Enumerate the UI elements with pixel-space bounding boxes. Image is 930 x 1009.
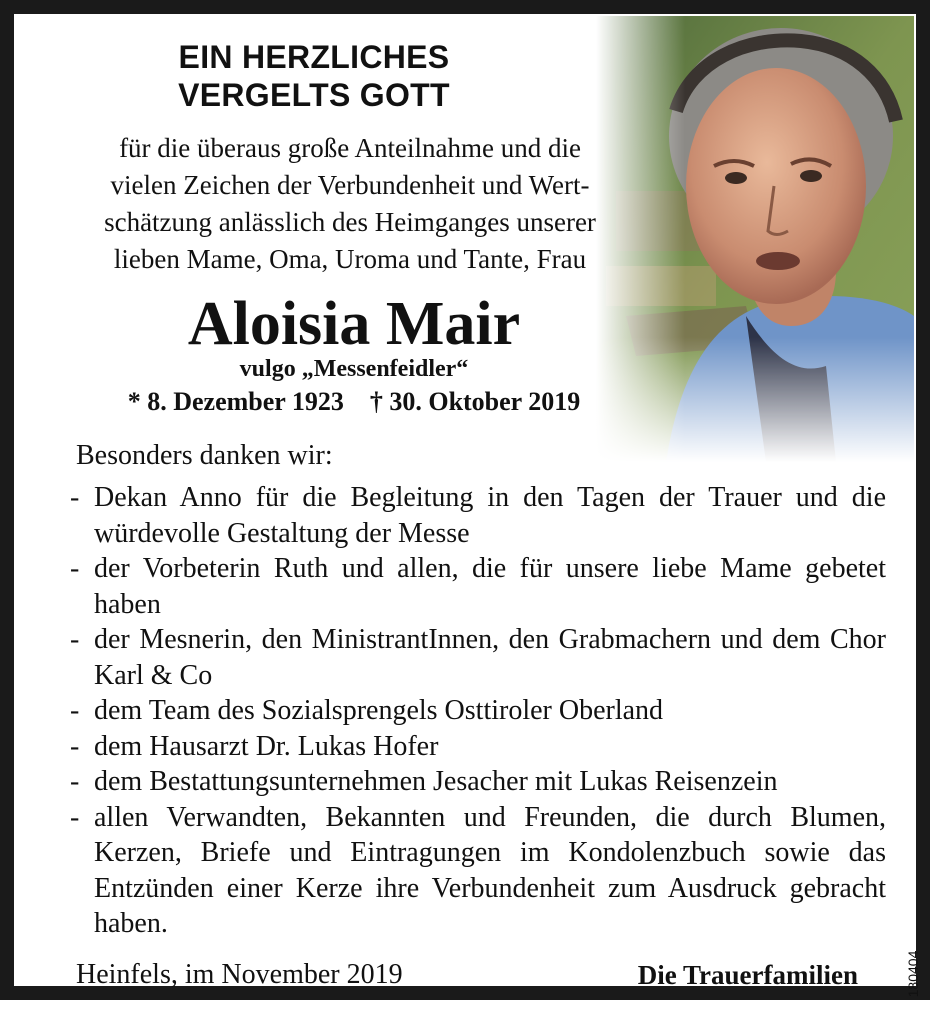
signature: Die Trauerfamilien (637, 960, 858, 990)
thanks-item (70, 800, 886, 942)
birth-date: * 8. Dezember 1923 (127, 387, 344, 416)
dash: - (70, 730, 80, 762)
thanks-list (70, 480, 886, 942)
dash: - (70, 766, 80, 797)
thanks-item-text: der Vorbeterin Ruth und allen, die für unsere liebe Mame gebetet haben (94, 553, 886, 620)
deceased-name: Aloisia Mair (187, 290, 521, 358)
life-dates (54, 385, 654, 419)
dash: - (70, 624, 80, 655)
dash: - (70, 801, 80, 833)
thanks-item (70, 729, 886, 765)
thanks-title: Besonders danken wir: (76, 440, 333, 471)
intro-line: lieben Mame, Oma, Uroma und Tante, Frau (113, 244, 587, 274)
heading (104, 38, 524, 114)
intro-line: für die überaus große Anteilnahme und die (119, 133, 581, 163)
intro-line: schätzung anlässlich des Heimganges unserer (104, 207, 596, 237)
thanks-item-text: allen Verwandten, Bekannten und Freunden, die durch Blumen, Kerzen, Briefe und Eintragungen im Kondolenzbuch sowie das Entzünden einer Kerze ihre Verbundenheit zum Ausdruck gebracht haben. (94, 801, 886, 939)
ad-code (903, 939, 923, 1009)
death-date: † 30. Oktober 2019 (369, 387, 581, 416)
intro-text (60, 130, 640, 278)
thanks-item-text: dem Bestattungsunternehmen Jesacher mit Lukas Reisenzein (94, 766, 778, 797)
thanks-item-text: dem Team des Sozialsprengels Osttiroler Oberland (94, 695, 664, 726)
heading-line: VERGELTS GOTT (178, 77, 450, 113)
thanks-item (70, 764, 886, 800)
thanks-item (70, 551, 886, 622)
dash: - (70, 695, 80, 726)
thanks-item (70, 693, 886, 729)
thanks-item-text: der Mesnerin, den MinistrantInnen, den Grabmachern und dem Chor Karl & Co (94, 624, 886, 691)
nickname: vulgo „Messenfeidler“ (239, 356, 469, 382)
thanks-item (70, 622, 886, 693)
dash: - (70, 553, 80, 584)
place-date: Heinfels, im November 2019 (76, 959, 403, 990)
thanks-item-text: Dekan Anno für die Begleitung in den Tagen der Trauer und die würdevolle Gestaltung der Messe (94, 482, 886, 549)
thanks-item-text: dem Hausarzt Dr. Lukas Hofer (94, 730, 439, 762)
thanks-item (70, 480, 886, 551)
heading-line: EIN HERZLICHES (178, 39, 450, 75)
ad-code-text: 180404 (905, 950, 921, 998)
intro-line: vielen Zeichen der Verbundenheit und Wert- (110, 170, 590, 200)
dash: - (70, 482, 80, 513)
